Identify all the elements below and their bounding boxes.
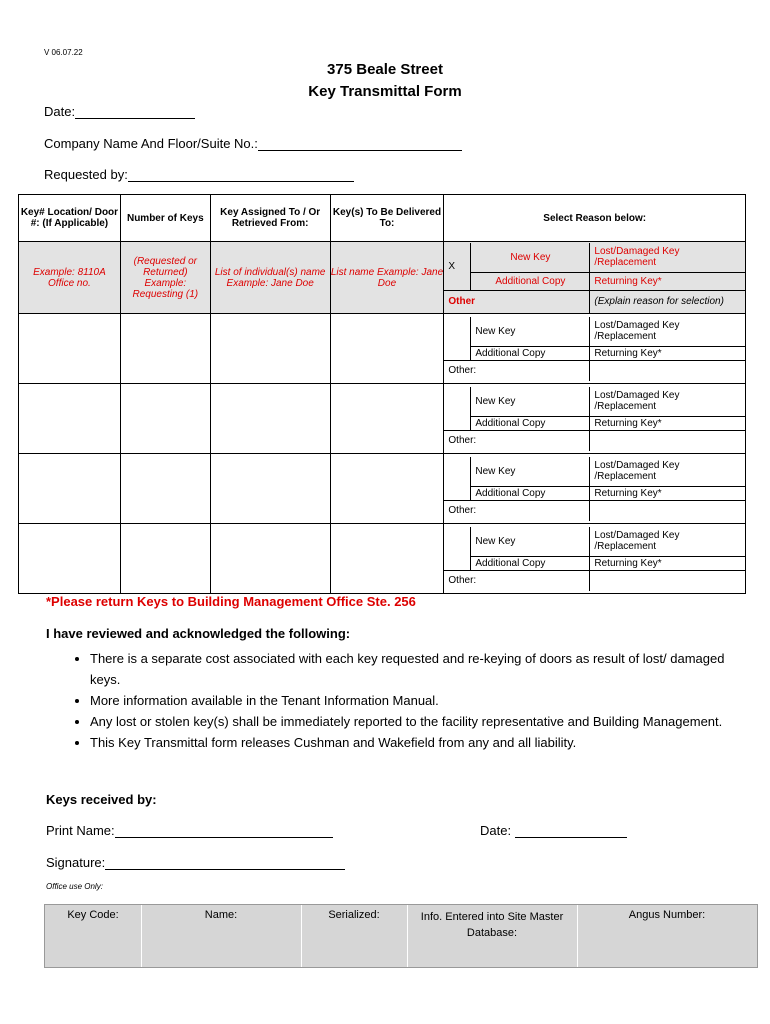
- list-item: • This Key Transmittal form releases Cushman and Wakefield from any and all liability.: [90, 732, 730, 753]
- entry-reason-cell: [444, 524, 746, 594]
- entry-row: [19, 384, 746, 454]
- reason-other[interactable]: Other:: [444, 501, 590, 521]
- reason-other[interactable]: Other:: [444, 571, 590, 591]
- version-label: V 06.07.22: [44, 48, 83, 57]
- reason-checkbox[interactable]: [444, 527, 471, 571]
- signature-input[interactable]: [105, 856, 345, 870]
- reason-checkbox[interactable]: [444, 457, 471, 501]
- key-table: [18, 194, 746, 594]
- reason-header-label: Select Reason below:: [543, 212, 647, 224]
- reason-other-input[interactable]: [590, 501, 745, 521]
- example-new-key: New Key: [471, 243, 590, 273]
- office-use-label: Office use Only:: [46, 882, 103, 891]
- example-reason-table: [444, 243, 745, 313]
- entry-number[interactable]: [120, 314, 210, 384]
- entry-reason-cell: [444, 314, 746, 384]
- company-field: [44, 136, 462, 151]
- reason-additional[interactable]: Additional Copy: [471, 417, 590, 431]
- requested-field: [44, 167, 354, 182]
- entry-reason-cell: [444, 384, 746, 454]
- office-col-serialized: Serialized:: [328, 909, 380, 921]
- example-returning: Returning Key*: [590, 273, 745, 291]
- print-name-label: Print Name:: [46, 823, 115, 838]
- reason-returning[interactable]: Returning Key*: [590, 417, 745, 431]
- entry-location[interactable]: [19, 454, 121, 524]
- example-reason-cell: [444, 242, 746, 314]
- reason-table: [444, 457, 745, 521]
- reason-lost[interactable]: Lost/Damaged Key /Replacement: [590, 387, 745, 417]
- reason-new-key[interactable]: New Key: [471, 387, 590, 417]
- entry-reason-cell: [444, 454, 746, 524]
- list-item: • More information available in the Tenant Information Manual.: [90, 690, 730, 711]
- entry-delivered[interactable]: [330, 524, 444, 594]
- table-header-row: [19, 195, 746, 242]
- requested-input[interactable]: [128, 168, 354, 182]
- entry-assigned[interactable]: [210, 384, 330, 454]
- example-location: Example: 8110A Office no.: [19, 242, 121, 314]
- reason-other-input[interactable]: [590, 431, 745, 451]
- col-delivered-header: Key(s) To Be Delivered To:: [330, 195, 444, 242]
- reason-new-key[interactable]: New Key: [471, 317, 590, 347]
- list-item: • There is a separate cost associated with each key requested and re-keying of doors as result of lost/ damaged keys.: [90, 648, 730, 690]
- date2-input[interactable]: [515, 824, 627, 838]
- requested-label: Requested by:: [44, 167, 128, 182]
- office-col-info: Info. Entered into Site Master Database:: [420, 911, 564, 939]
- date2-field: [480, 823, 627, 838]
- date2-label: Date:: [480, 823, 512, 838]
- example-number: (Requested or Returned) Example: Requesting (1): [120, 242, 210, 314]
- reason-checkbox[interactable]: [444, 387, 471, 431]
- entry-row: [19, 314, 746, 384]
- example-row: [19, 242, 746, 314]
- entry-assigned[interactable]: [210, 454, 330, 524]
- signature-label: Signature:: [46, 855, 106, 870]
- entry-number[interactable]: [120, 454, 210, 524]
- reason-returning[interactable]: Returning Key*: [590, 557, 745, 571]
- entry-delivered[interactable]: [330, 314, 444, 384]
- reason-other-input[interactable]: [590, 571, 745, 591]
- reason-lost[interactable]: Lost/Damaged Key /Replacement: [590, 527, 745, 557]
- reason-other[interactable]: Other:: [444, 431, 590, 451]
- signature-field: [46, 855, 345, 870]
- list-item: • Any lost or stolen key(s) shall be immediately reported to the facility representative and Building Management.: [90, 711, 730, 732]
- entry-row: [19, 524, 746, 594]
- example-explain: (Explain reason for selection): [590, 291, 745, 313]
- reason-lost[interactable]: Lost/Damaged Key /Replacement: [590, 457, 745, 487]
- col-number-header: Number of Keys: [120, 195, 210, 242]
- office-col-key-code: Key Code:: [67, 909, 119, 921]
- entry-location[interactable]: [19, 314, 121, 384]
- reason-new-key[interactable]: New Key: [471, 457, 590, 487]
- office-col-name: Name:: [204, 909, 238, 921]
- office-col-angus: Angus Number:: [628, 909, 706, 921]
- example-delivered: List name Example: Jane Doe: [330, 242, 444, 314]
- company-label: Company Name And Floor/Suite No.:: [44, 136, 258, 151]
- entry-number[interactable]: [120, 384, 210, 454]
- entry-assigned[interactable]: [210, 524, 330, 594]
- date-input[interactable]: [75, 105, 195, 119]
- reason-additional[interactable]: Additional Copy: [471, 347, 590, 361]
- reason-other[interactable]: Other:: [444, 361, 590, 381]
- reason-new-key[interactable]: New Key: [471, 527, 590, 557]
- date-label: Date:: [44, 104, 76, 119]
- ack-list: [66, 648, 730, 753]
- reason-table: [444, 387, 745, 451]
- reason-returning[interactable]: Returning Key*: [590, 487, 745, 501]
- example-mark: X: [444, 243, 471, 291]
- example-lost: Lost/Damaged Key /Replacement: [590, 243, 745, 273]
- reason-returning[interactable]: Returning Key*: [590, 347, 745, 361]
- return-note: *Please return Keys to Building Management Office Ste. 256: [46, 594, 416, 609]
- date-field: [44, 104, 195, 119]
- page-subtitle: Key Transmittal Form: [308, 83, 462, 100]
- col-reason-header: [444, 195, 746, 242]
- entry-row: [19, 454, 746, 524]
- entry-delivered[interactable]: [330, 384, 444, 454]
- example-other: Other: [444, 291, 590, 313]
- entry-location[interactable]: [19, 384, 121, 454]
- example-assigned: List of individual(s) name Example: Jane Doe: [210, 242, 330, 314]
- col-location-header: Key# Location/ Door #: (If Applicable): [19, 195, 121, 242]
- page-title: 375 Beale Street: [327, 61, 443, 78]
- print-name-field: [46, 823, 333, 838]
- ack-heading: I have reviewed and acknowledged the following:: [46, 626, 351, 641]
- reason-other-input[interactable]: [590, 361, 745, 381]
- print-name-input[interactable]: [115, 824, 333, 838]
- company-input[interactable]: [258, 137, 462, 151]
- example-additional: Additional Copy: [471, 273, 590, 291]
- office-use-table: [44, 904, 758, 968]
- reason-additional[interactable]: Additional Copy: [471, 557, 590, 571]
- reason-lost[interactable]: Lost/Damaged Key /Replacement: [590, 317, 745, 347]
- entry-assigned[interactable]: [210, 314, 330, 384]
- reason-table: [444, 317, 745, 381]
- entry-number[interactable]: [120, 524, 210, 594]
- reason-additional[interactable]: Additional Copy: [471, 487, 590, 501]
- entry-location[interactable]: [19, 524, 121, 594]
- reason-table: [444, 527, 745, 591]
- reason-checkbox[interactable]: [444, 317, 471, 361]
- keys-received-heading: Keys received by:: [46, 792, 157, 807]
- col-assigned-header: Key Assigned To / Or Retrieved From:: [210, 195, 330, 242]
- entry-delivered[interactable]: [330, 454, 444, 524]
